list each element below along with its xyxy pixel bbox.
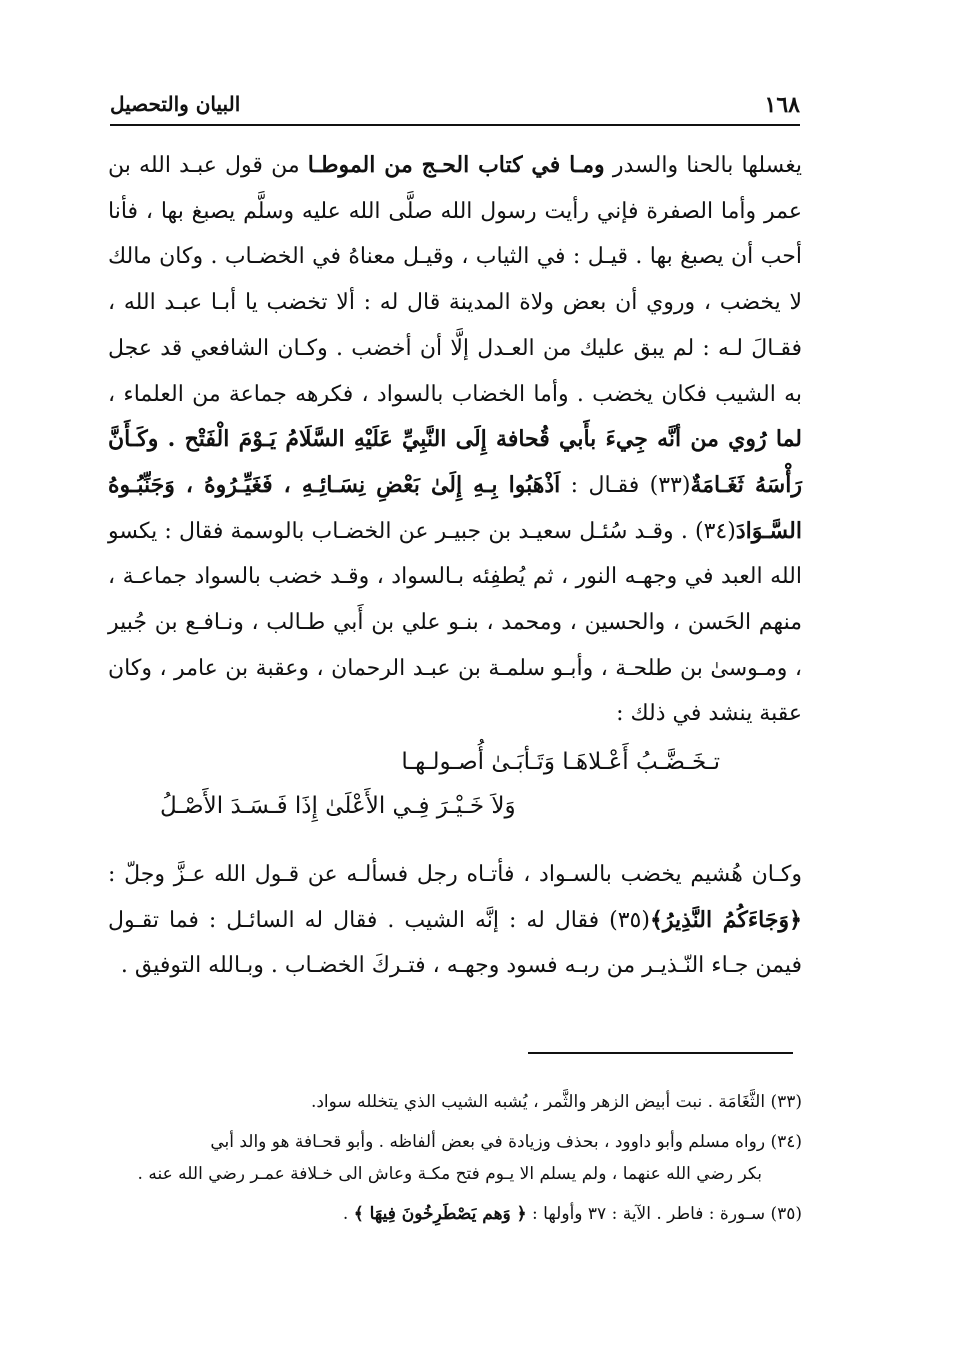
page-header [110, 92, 800, 122]
bold-run: ومـا في كتاب الحـج من الموطـا [307, 152, 605, 178]
footnote-34: (٣٤) رواه مسلم وأبو داوود ، بحذف وزيادة في بعض ألفاظه . وأبو قحـافة هو والد أبي [210, 1132, 802, 1152]
footnote-35-quote: ﴿ وَهم يَصْطَرِخُونَ فِيهَا ﴾ [353, 1204, 527, 1224]
hadith-quote: لما رُوي من أنَّه جِيءَ بأَبي قُحافة إِلَى النَّبِيِّ عَلَيْهِ السَّلَامُ يَـوْمَ الْفَتْح [184, 426, 802, 453]
quran-quote: ﴿وَجَاءَكُمُ النَّذِيرُ﴾ [649, 906, 802, 933]
text-run: وكـان هُشيم يخضب بالسـواد ، فأتـاه رجل فسألـه عن قـول الله عـزَّ وجلّ : [108, 862, 802, 887]
footnote-34-continued: بكر رضي الله عنهما ، ولم يسلم الا يـوم فتح مكـة وعاش الى خـلافة عمـر رضي الله عنه . [137, 1164, 762, 1184]
verse-line-2: وَلاَ خَـيْـرَ فِـي الأَعْلَىٰ إِذَا فَـسَـدَ الأَصْـلُ [160, 793, 516, 819]
footnote-rule [528, 1052, 793, 1054]
footnote-33: (٣٣) الثَّغَامَة . نبت أبيض الزهر والثَّمر ، يُشبه الشيب الذي يتخلله سواد. [310, 1092, 802, 1112]
main-paragraph [108, 143, 802, 737]
footnote-35-text: (٣٥) سـورة : فاطر . الآية : ٣٧ وأولها : [526, 1204, 802, 1224]
header-rule [110, 124, 800, 126]
footnotes [108, 1086, 802, 1230]
footnote-35-end: . [342, 1204, 354, 1224]
hadith-quote: اَذْهَبُوا بِـهِ إِلَىٰ بَعْضِ نِسَـائِـهِ ، فَغَيِّـرُوهُ ، وَجَنِّبُـوهُ السَّـوَادَ [108, 471, 802, 544]
text-run: (٣٥) فقال له : إنَّه الشيب . فقال له السائـل : فما تقـول فيمن جـاء النّـذيـر من ربـه فسود وجهـه ، فتـركَ الخضـاب . وبـالله التوفيق . [108, 907, 802, 979]
text-run: يغسلها بالحنا والسدر [604, 153, 803, 178]
text-run: (٣٤) . وقـد سُئـل سعيـد بن جبيـر عن الخضـاب بالوسمة فقال : يكسو الله العبد في وجهـه النور ، ثم يُطفِئه بـالسواد ، وقـد خضب بالسواد جماعـة ، منهم الحَسن ، والحسين ، ومحمد ، بنـو علي بن أَبي طـالب ، ونـافـع بن جُبير ، ومـوسىٰ بن طلحـة ، وأبـو سلمـة بن عبـد الرحمان ، وعقبة بن عامر ، وكان عقبة ينشد في ذلك : [108, 518, 802, 727]
running-title: البيان والتحصيل [110, 92, 241, 116]
second-paragraph [108, 852, 802, 989]
page-number: ١٦٨ [764, 92, 800, 118]
footnote-ref-33: (٣٣) فقـال : [560, 472, 691, 498]
bold-run: . وكَـأَنَّ رَأْسَهُ ثَغَـامَةٌ [108, 426, 802, 498]
verse-line-1: تـخَـضَّـبُ أَعْـلاهَـا وَتَـأبَـىٰ أُصـولـهـا [401, 749, 720, 775]
text-run: من قول عبـد الله بن عمر وأما الصفرة فإني رأيت رسول الله صلَّى الله عليه وسلَّم يصبغ بها ، فأنا أحب أن يصبغ بها . قيـل : في الثياب ، وقيـل معناهُ في الخضـاب . وكان مالك لا يخضب ، وروي أن بعض ولاة المدينة قال له : ألا تخضب يا أبـا عبـد الله ، فقـالَ لـه : لم يبق عليك من العـدل إلَّا أن أخضب . وكـان الشافعي قد عجل به الشيب فكان يخضب . وأما الخضاب بالسواد ، فكرهه جماعة من العلماء ، [108, 153, 802, 407]
footnote-35 [108, 1198, 802, 1230]
